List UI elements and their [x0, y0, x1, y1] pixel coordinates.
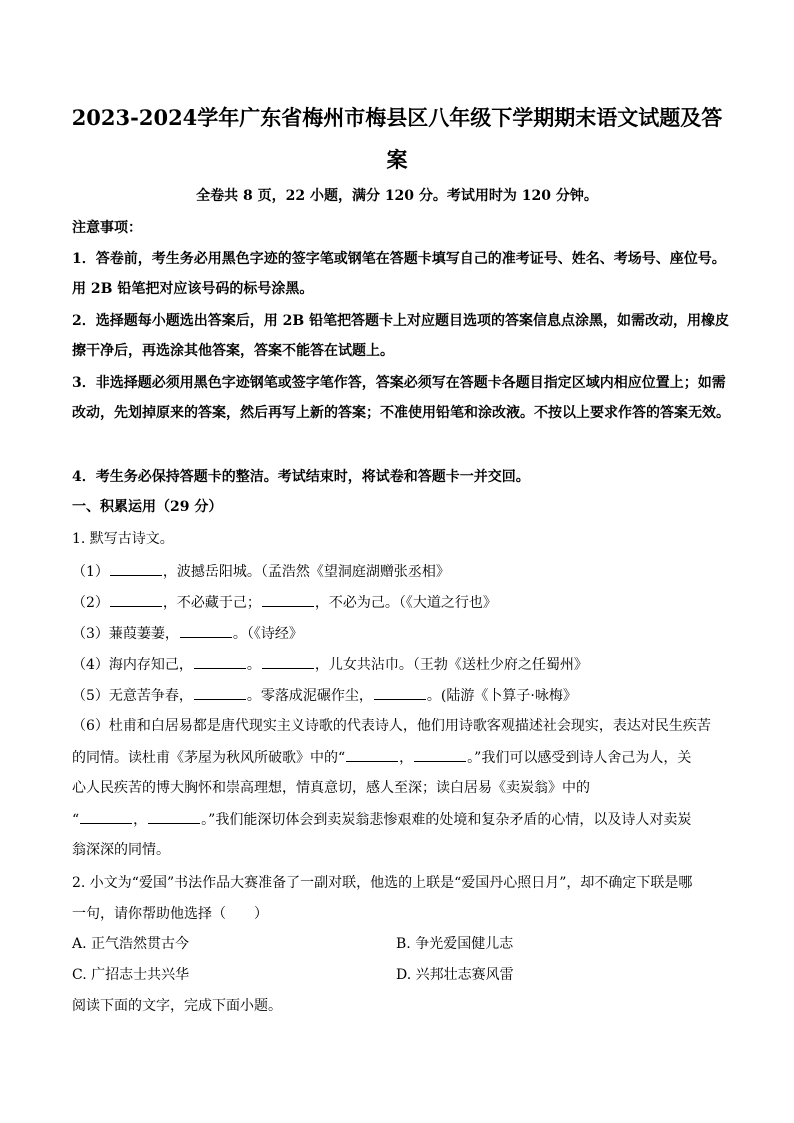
answer-blank[interactable]	[148, 809, 200, 824]
answer-blank[interactable]	[180, 623, 232, 638]
notice-2-line2: 擦干净后，再选涂其他答案，答案不能答在试题上。	[72, 343, 394, 359]
reading-instruction: 阅读下面的文字，完成下面小题。	[72, 998, 282, 1014]
option-c[interactable]: C. 广招志士共兴华	[72, 967, 190, 983]
notice-heading: 注意事项：	[72, 220, 142, 236]
q1-1-text: ，波撼岳阳城。（孟浩然《望洞庭湖赠张丞相》	[162, 564, 450, 580]
q1-4-mid: 。	[246, 657, 261, 673]
notice-4: 4．考生务必保持答题卡的整洁。考试结束时，将试卷和答题卡一并交回。	[72, 469, 530, 485]
q1-2-text: ，不必为己。（《大道之行也》	[314, 595, 497, 611]
answer-blank[interactable]	[110, 592, 162, 607]
question-1-6-line1: （6）杜甫和白居易都是唐代现实主义诗歌的代表诗人，他们用诗歌客观描述社会现实，表达对民生疾苦	[72, 718, 711, 734]
q1-5-mid: 。零落成泥碾作尘，	[246, 688, 373, 704]
option-d[interactable]: D. 兴邦壮志赛风雷	[396, 967, 514, 983]
q1-2-prefix: （2）	[72, 595, 109, 611]
q1-6-b-prefix: 的同情。读杜甫《茅屋为秋风所破歌》中的“	[72, 750, 346, 766]
answer-blank[interactable]	[80, 809, 132, 824]
answer-blank[interactable]	[262, 654, 314, 669]
question-2-line2: 一句，请你帮助他选择（ ）	[72, 906, 268, 922]
option-a[interactable]: A. 正气浩然贯古今	[72, 936, 190, 952]
q1-5-text: 。(陆游《卜算子·咏梅》	[426, 688, 577, 704]
q1-3-prefix: （3）蒹葭萋萋，	[72, 626, 179, 642]
doc-title-line2: 案	[386, 147, 408, 172]
question-1-4	[72, 654, 732, 675]
answer-blank[interactable]	[374, 685, 426, 700]
q1-6-d-mid: ，	[133, 812, 148, 828]
answer-blank[interactable]	[194, 654, 246, 669]
q1-6-d-prefix: “	[72, 812, 80, 828]
q1-5-prefix: （5）无意苦争春，	[72, 688, 193, 704]
doc-title-line1: 2023-2024学年广东省梅州市梅县区八年级下学期期末语文试题及答	[71, 105, 723, 130]
doc-subtitle: 全卷共 8 页，22 小题，满分 120 分。考试用时为 120 分钟。	[196, 188, 598, 204]
q1-3-text: 。（《诗经》	[232, 626, 303, 642]
question-1-6-line3: 心人民疾苦的博大胸怀和崇高理想，情真意切，感人至深；读白居易《卖炭翁》中的	[72, 780, 590, 796]
answer-blank[interactable]	[262, 592, 314, 607]
q1-2-mid: ，不必藏于己；	[162, 595, 261, 611]
q1-6-b-mid: ，	[399, 750, 414, 766]
answer-blank[interactable]	[414, 747, 466, 762]
question-1: 1. 默写古诗文。	[72, 531, 174, 547]
question-1-1	[72, 561, 732, 582]
q1-6-b-text: 。”我们可以感受到诗人舍己为人，关	[467, 750, 692, 766]
answer-blank[interactable]	[346, 747, 398, 762]
option-b[interactable]: B. 争光爱国健儿志	[396, 936, 514, 952]
question-1-6-line2	[72, 747, 732, 768]
question-1-6-line5: 翁深深的同情。	[72, 842, 170, 858]
question-1-5	[72, 685, 732, 706]
question-2-line1: 2. 小文为“爱国”书法作品大赛准备了一副对联，他选的上联是“爱国丹心照日月”，却不确定下联是哪	[72, 875, 693, 891]
q1-4-text: ，儿女共沾巾。（王勃《送杜少府之任蜀州》	[314, 657, 588, 673]
q1-4-prefix: （4）海内存知己，	[72, 657, 193, 673]
section-1-heading: 一、积累运用（29 分）	[72, 499, 223, 515]
notice-3-line1: 3．非选择题必须用黑色字迹钢笔或签字笔作答，答案必须写在答题卡各题目指定区域内相应位置上；如需	[72, 375, 726, 391]
answer-blank[interactable]	[110, 561, 162, 576]
q1-6-d-text: 。”我们能深切体会到卖炭翁悲惨艰难的处境和复杂矛盾的心情，以及诗人对卖炭	[201, 812, 692, 828]
q1-1-prefix: （1）	[72, 564, 109, 580]
notice-3-line2: 改动，先划掉原来的答案，然后再写上新的答案；不准使用铅笔和涂改液。不按以上要求作答的答案无效。	[72, 405, 730, 421]
notice-1-line2: 用 2B 铅笔把对应该号码的标号涂黑。	[72, 281, 314, 297]
question-1-3	[72, 623, 732, 644]
question-1-2	[72, 592, 732, 613]
notice-2-line1: 2．选择题每小题选出答案后，用 2B 铅笔把答题卡上对应题目选项的答案信息点涂黑，如需改动，用橡皮	[72, 313, 730, 329]
notice-1-line1: 1．答卷前，考生务必用黑色字迹的签字笔或钢笔在答题卡填写自己的准考证号、姓名、考场号、座位号。	[72, 251, 726, 267]
question-1-6-line4	[72, 809, 732, 830]
answer-blank[interactable]	[194, 685, 246, 700]
